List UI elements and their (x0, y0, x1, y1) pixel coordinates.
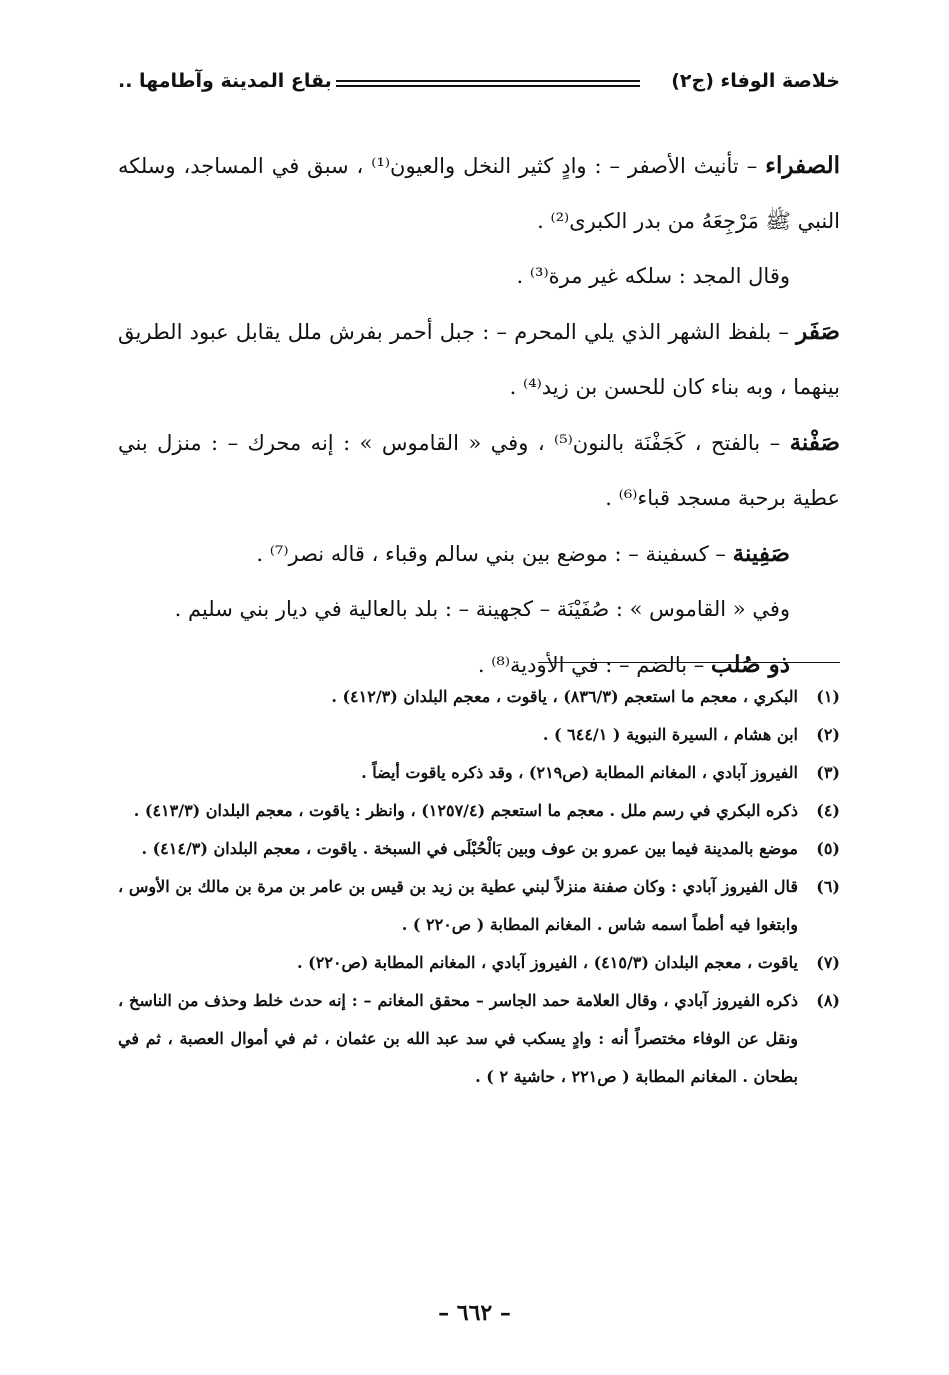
entry-text: – بالفتح ، كَجَفْنَة بالنون⁽⁵⁾ ، وفي « القاموس » : إنه محرك – : منزل بني عطية برحبة مسجد قباء⁽⁶⁾ . (118, 431, 840, 510)
footnote-number: (٥) (816, 839, 840, 858)
main-text (118, 138, 840, 693)
footnote (118, 754, 840, 792)
footnote-text: قال الفيروز آبادي : وكان صفنة منزلاً لبني عطية بن زيد بن قيس بن عامر بن مرة بن مالك بن الأوس ، وابتغوا فيه أطماً اسمه شاس . المغانم المطابة ( ص٢٢٠ ) . (118, 877, 798, 934)
entry-text: وفي « القاموس » : صُفَيْنَة – كجهينة – : بلد بالعالية في ديار بني سليم . (174, 597, 790, 621)
running-header (118, 66, 840, 106)
footnote-number: (٨) (816, 991, 840, 1010)
entry-paragraph (118, 249, 840, 304)
header-book-title: خلاصة الوفاء (ج٢) (671, 70, 840, 92)
footnote-text: ياقوت ، معجم البلدان (٤١٥/٣) ، الفيروز آبادي ، المغانم المطابة (ص٢٢٠) . (297, 953, 798, 972)
footnote-number: (١) (816, 687, 840, 706)
footnote-text: البكري ، معجم ما استعجم (٨٣٦/٣) ، ياقوت ، معجم البلدان (٤١٢/٣) . (331, 687, 798, 706)
header-double-rule (336, 80, 640, 87)
footnote (118, 678, 840, 716)
footnote (118, 868, 840, 944)
entry-text: وقال المجد : سلكه غير مرة⁽³⁾ . (516, 264, 790, 288)
footnote-text: ذكره الفيروز آبادي ، وقال العلامة حمد الجاسر – محقق المغانم – : إنه حدث خلط وحذف من الناسخ ، ونقل عن الوفاء مختصراً أنه : وادٍ يسكب في سد عبد الله بن عثمان ، ثم في أموال العصبة ، ثم في بطحان . المغانم المطابة ( ص٢٢١ ، حاشية ٢ ) . (118, 991, 798, 1086)
entry-term: صَفْنة (789, 429, 840, 456)
entry-text: – بالضم – : في الأودية⁽⁸⁾ . (477, 653, 711, 677)
footnote (118, 982, 840, 1096)
footnotes (118, 678, 840, 1096)
entry-paragraph (118, 138, 840, 249)
footnote-number: (٢) (816, 725, 840, 744)
footnote (118, 830, 840, 868)
footnote (118, 792, 840, 830)
footnote-text: ابن هشام ، السيرة النبوية ( ٦٤٤/١ ) . (542, 725, 798, 744)
footnote-number: (٦) (816, 877, 840, 896)
entry-text: – بلفظ الشهر الذي يلي المحرم – : جبل أحمر بفرش ملل يقابل عبود الطريق بينهما ، وبه بناء كان للحسن بن زيد⁽⁴⁾ . (118, 320, 840, 399)
entry-paragraph (118, 304, 840, 415)
entry-paragraph (118, 526, 840, 582)
entry-term: صَفِينة (732, 540, 790, 567)
footnote-number: (٣) (816, 763, 840, 782)
entry-paragraph (118, 415, 840, 526)
footnote-text: الفيروز آبادي ، المغانم المطابة (ص٢١٩) ، وقد ذكره ياقوت أيضاً . (361, 763, 798, 782)
entry-text: – تأنيث الأصفر – : وادٍ كثير النخل والعيون⁽¹⁾ ، سبق في المساجد، وسلكه النبي ﷺ مَرْجِعَهُ من بدر الكبرى⁽²⁾ . (118, 154, 840, 233)
footnote-number: (٤) (816, 801, 840, 820)
footnote (118, 944, 840, 982)
page-number: – ٦٦٢ – (438, 1300, 511, 1326)
header-section-title: بقاع المدينة وآطامها .. (118, 70, 332, 92)
footnote-text: ذكره البكري في رسم ملل . معجم ما استعجم (١٢٥٧/٤) ، وانظر : ياقوت ، معجم البلدان (٤١٣/٣) . (133, 801, 798, 820)
entry-paragraph (118, 582, 840, 637)
footnote-text: موضع بالمدينة فيما بين عمرو بن عوف وبين بَالْحُبْلَى في السبخة . ياقوت ، معجم البلدان (٤١٤/٣) . (141, 839, 798, 858)
entry-term: الصفراء (765, 152, 841, 179)
footnote-number: (٧) (816, 953, 840, 972)
footnote (118, 716, 840, 754)
entry-text: – كسفينة – : موضع بين بني سالم وقباء ، قاله نصر⁽⁷⁾ . (256, 542, 733, 566)
entry-term: صَفَر (796, 318, 840, 345)
entry-term: ذو صُلب (710, 651, 790, 678)
footnote-separator (538, 662, 840, 663)
